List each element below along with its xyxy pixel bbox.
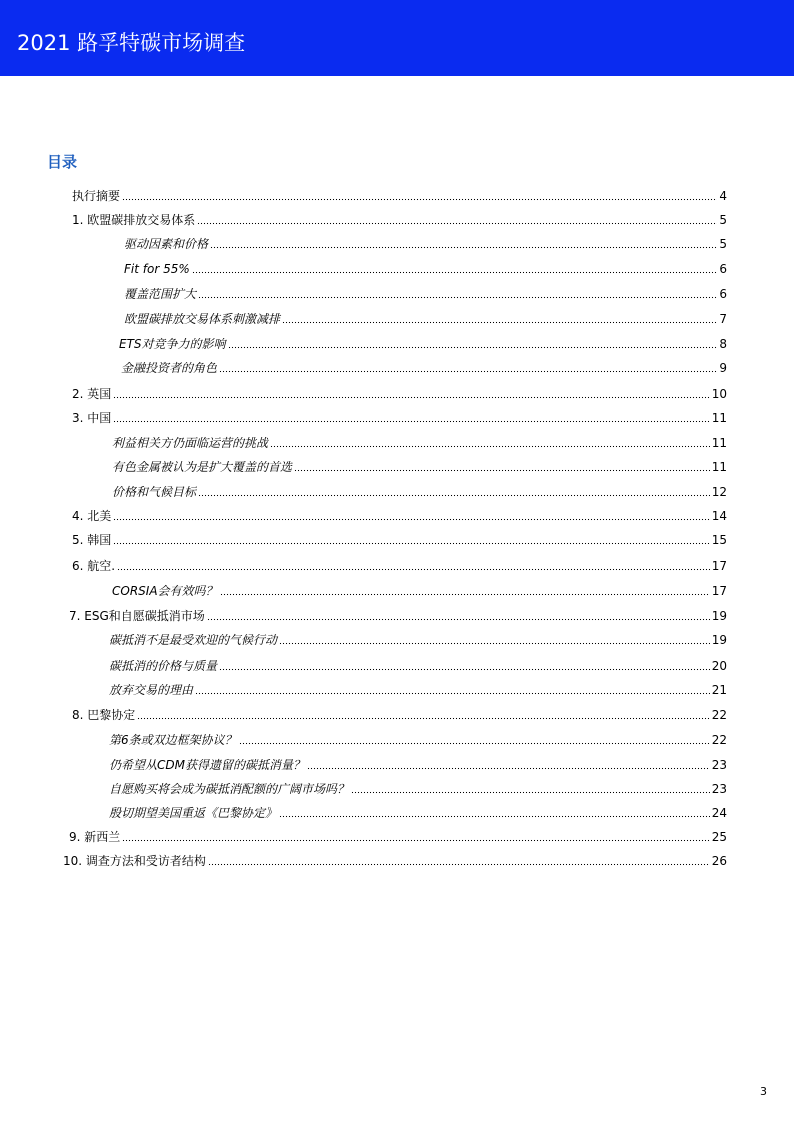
toc-leader-dots bbox=[228, 346, 718, 349]
toc-entry-fit-for-55[interactable] bbox=[124, 259, 727, 277]
toc-entry-label: CORSIA会有效吗？ bbox=[112, 584, 218, 598]
toc-entry-label: 4. 北美 bbox=[72, 509, 112, 523]
toc-entry-new-zealand[interactable] bbox=[69, 827, 727, 845]
toc-entry-label: 7. ESG和自愿碳抵消市场 bbox=[69, 609, 205, 623]
toc-leader-dots bbox=[208, 863, 710, 866]
toc-entry-page: 20 bbox=[711, 659, 727, 673]
toc-entry-label: 2. 英国 bbox=[72, 387, 112, 401]
toc-leader-dots bbox=[198, 494, 710, 497]
toc-entry-page: 5 bbox=[719, 237, 727, 251]
toc-entry-label: 覆盖范围扩大 bbox=[124, 287, 197, 301]
toc-entry-label: 驱动因素和价格 bbox=[124, 237, 209, 251]
toc-leader-dots bbox=[294, 469, 710, 472]
toc-entry-label: 执行摘要 bbox=[72, 189, 121, 203]
toc-entry-label: 利益相关方仍面临运营的挑战 bbox=[112, 436, 269, 450]
toc-entry-page: 19 bbox=[711, 633, 727, 647]
toc-leader-dots bbox=[239, 742, 710, 745]
toc-entry-north-america[interactable] bbox=[72, 506, 727, 524]
toc-entry-page: 11 bbox=[711, 436, 727, 450]
toc-leader-dots bbox=[122, 198, 717, 201]
toc-entry-label: ETS对竞争力的影响 bbox=[119, 337, 226, 351]
toc-entry-label: 10. 调查方法和受访者结构 bbox=[63, 854, 206, 868]
toc-entry-page: 22 bbox=[711, 733, 727, 747]
toc-entry-label: 第6条或双边框架协议？ bbox=[109, 733, 237, 747]
toc-leader-dots bbox=[113, 420, 709, 423]
toc-entry-page: 11 bbox=[711, 411, 727, 425]
toc-entry-label: 碳抵消不是最受欢迎的气候行动 bbox=[109, 633, 278, 647]
toc-leader-dots bbox=[113, 542, 709, 545]
toc-entry-corsia[interactable] bbox=[112, 581, 727, 599]
toc-entry-page: 22 bbox=[711, 708, 727, 722]
toc-leader-dots bbox=[113, 396, 709, 399]
toc-leader-dots bbox=[198, 296, 717, 299]
toc-entry-page: 15 bbox=[711, 533, 727, 547]
document-title: 2021 路孚特碳市场调查 bbox=[17, 31, 246, 55]
toc-entry-page: 9 bbox=[719, 361, 727, 375]
toc-entry-page: 11 bbox=[711, 460, 727, 474]
page-number: 3 bbox=[760, 1085, 767, 1098]
toc-leader-dots bbox=[282, 321, 717, 324]
toc-entry-page: 17 bbox=[711, 584, 727, 598]
toc-entry-esg-voluntary-offset[interactable] bbox=[69, 606, 727, 624]
toc-entry-label: 碳抵消的价格与质量 bbox=[109, 659, 218, 673]
toc-leader-dots bbox=[207, 618, 710, 621]
toc-entry-page: 4 bbox=[719, 189, 727, 203]
toc-entry-label: 6. 航空. bbox=[72, 559, 116, 573]
toc-entry-page: 12 bbox=[711, 485, 727, 499]
toc-entry-label: 有色金属被认为是扩大覆盖的首选 bbox=[112, 460, 293, 474]
toc-leader-dots bbox=[192, 271, 718, 274]
toc-leader-dots bbox=[137, 717, 709, 720]
toc-entry-page: 26 bbox=[711, 854, 727, 868]
toc-entry-label: 价格和气候目标 bbox=[112, 485, 197, 499]
toc-entry-reasons-not-trading[interactable] bbox=[109, 680, 727, 698]
toc-entry-label: 欧盟碳排放交易体系刺激减排 bbox=[124, 312, 281, 326]
toc-leader-dots bbox=[219, 370, 717, 373]
toc-entry-page: 24 bbox=[711, 806, 727, 820]
toc-entry-nonferrous-metals[interactable] bbox=[112, 457, 727, 475]
toc-leader-dots bbox=[195, 692, 710, 695]
header-bar bbox=[0, 0, 794, 76]
toc-entry-ets-emission-cuts[interactable] bbox=[124, 309, 727, 327]
toc-entry-page: 21 bbox=[711, 683, 727, 697]
toc-entry-page: 14 bbox=[711, 509, 727, 523]
toc-leader-dots bbox=[197, 222, 717, 225]
toc-entry-label: 自愿购买将会成为碳抵消配额的广阔市场吗？ bbox=[109, 782, 350, 796]
toc-entry-page: 23 bbox=[711, 782, 727, 796]
toc-entry-aviation[interactable] bbox=[72, 556, 727, 574]
toc-entry-label: 9. 新西兰 bbox=[69, 830, 121, 844]
toc-entry-executive-summary[interactable] bbox=[72, 186, 727, 204]
toc-entry-page: 6 bbox=[719, 287, 727, 301]
toc-entry-page: 19 bbox=[711, 609, 727, 623]
toc-entry-financial-investors[interactable] bbox=[121, 358, 727, 376]
toc-entry-label: 5. 韩国 bbox=[72, 533, 112, 547]
toc-entry-label: 金融投资者的角色 bbox=[121, 361, 218, 375]
toc-entry-stakeholder-challenges[interactable] bbox=[112, 433, 727, 451]
toc-entry-ets-competitiveness[interactable] bbox=[119, 334, 727, 352]
toc-entry-page: 7 bbox=[719, 312, 727, 326]
toc-entry-page: 6 bbox=[719, 262, 727, 276]
toc-entry-price-climate-targets[interactable] bbox=[112, 482, 727, 500]
toc-entry-article-6[interactable] bbox=[109, 730, 727, 748]
toc-entry-us-return[interactable] bbox=[109, 803, 727, 821]
toc-entry-label: 殷切期望美国重返《巴黎协定》 bbox=[109, 806, 278, 820]
toc-leader-dots bbox=[113, 518, 709, 521]
toc-entry-drivers-and-price[interactable] bbox=[124, 234, 727, 252]
toc-entry-paris-agreement[interactable] bbox=[72, 705, 727, 723]
toc-leader-dots bbox=[279, 815, 710, 818]
toc-entry-page: 23 bbox=[711, 758, 727, 772]
toc-leader-dots bbox=[351, 791, 710, 794]
toc-leader-dots bbox=[219, 668, 710, 671]
toc-entry-page: 25 bbox=[711, 830, 727, 844]
toc-entry-offset-not-popular[interactable] bbox=[109, 630, 727, 648]
toc-entry-voluntary-purchase[interactable] bbox=[109, 779, 727, 797]
toc-entry-cdm-legacy[interactable] bbox=[109, 755, 727, 773]
toc-entry-page: 10 bbox=[711, 387, 727, 401]
toc-leader-dots bbox=[279, 642, 710, 645]
toc-entry-methodology[interactable] bbox=[63, 851, 727, 869]
toc-leader-dots bbox=[210, 246, 717, 249]
toc-leader-dots bbox=[117, 568, 710, 571]
toc-leader-dots bbox=[307, 767, 710, 770]
toc-leader-dots bbox=[122, 839, 709, 842]
toc-entry-label: 8. 巴黎协定 bbox=[72, 708, 136, 722]
toc-entry-uk[interactable] bbox=[72, 384, 727, 402]
toc-entry-offset-price-quality[interactable] bbox=[109, 656, 727, 674]
toc-entry-page: 17 bbox=[711, 559, 727, 573]
toc-entry-page: 8 bbox=[719, 337, 727, 351]
toc-entry-label: Fit for 55% bbox=[124, 262, 190, 276]
toc-entry-label: 放弃交易的理由 bbox=[109, 683, 194, 697]
toc-entry-label: 1. 欧盟碳排放交易体系 bbox=[72, 213, 196, 227]
toc-entry-china[interactable] bbox=[72, 408, 727, 426]
toc-leader-dots bbox=[220, 593, 710, 596]
toc-entry-eu-ets[interactable] bbox=[72, 210, 727, 228]
toc-entry-scope-expansion[interactable] bbox=[124, 284, 727, 302]
toc-entry-label: 仍希望从CDM获得遗留的碳抵消量？ bbox=[109, 758, 305, 772]
toc-entry-korea[interactable] bbox=[72, 530, 727, 548]
toc-heading: 目录 bbox=[47, 153, 78, 171]
toc-entry-page: 5 bbox=[719, 213, 727, 227]
toc-leader-dots bbox=[270, 445, 710, 448]
toc-entry-label: 3. 中国 bbox=[72, 411, 112, 425]
